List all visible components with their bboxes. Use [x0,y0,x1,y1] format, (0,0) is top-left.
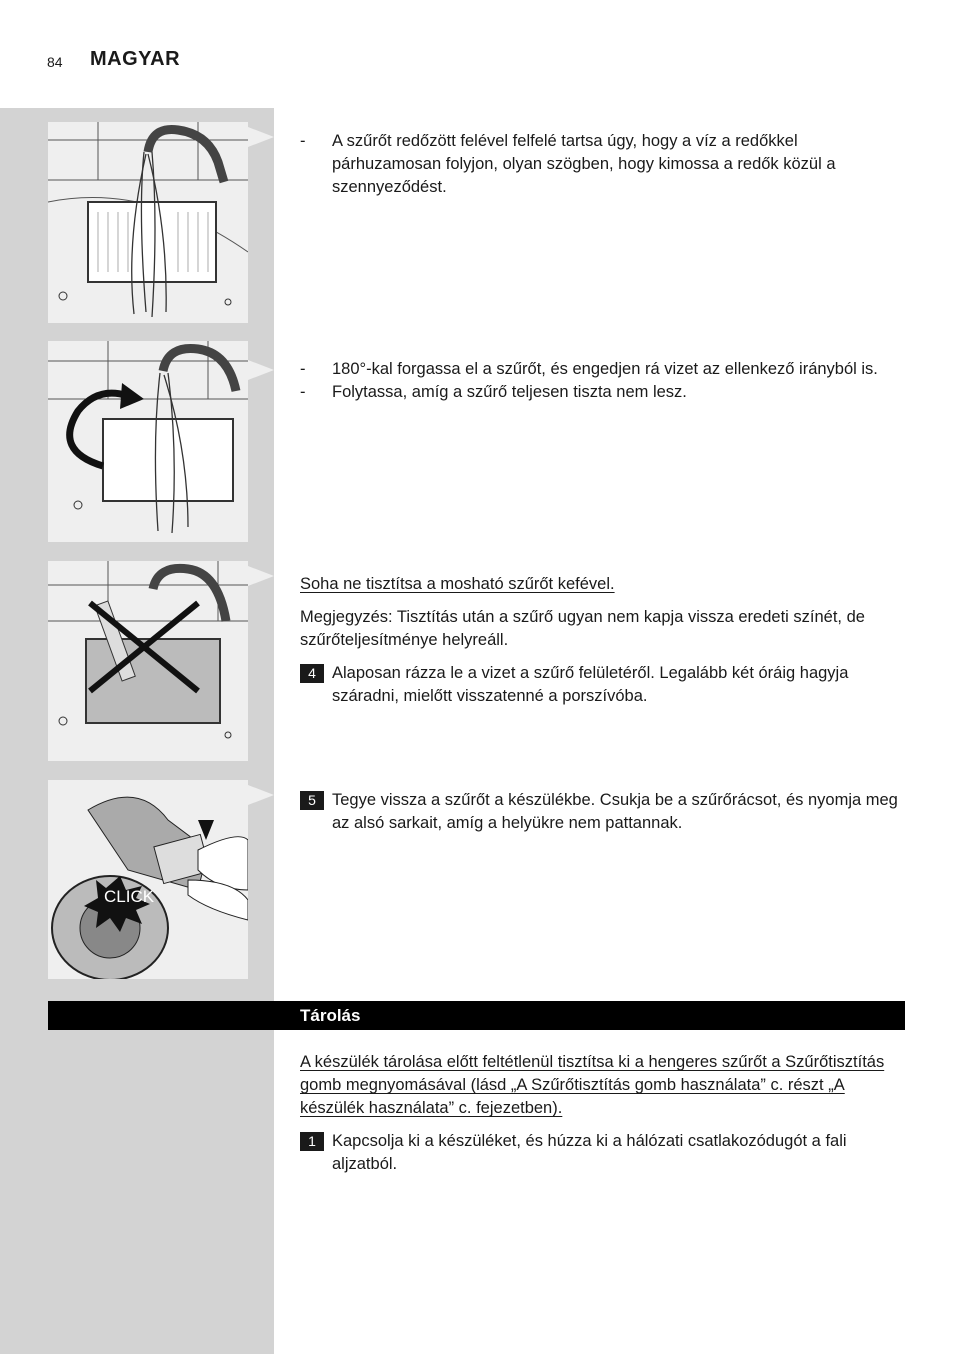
bullet-text: A szűrőt redőzött felével felfelé tartsa úgy, hogy a víz a redőkkel párhuzamosan folyjon, olyan szögben, hogy kimossa a redők közül a szennyeződést. [332,132,836,196]
figure-rotate-filter [48,341,248,542]
page-language: MAGYAR [90,48,181,70]
bullet-item [300,358,906,381]
figure-no-brush [48,561,248,761]
section-header-bar [48,1001,905,1030]
bullet-dash: - [300,132,306,150]
bullet-dash: - [300,383,306,401]
page-number: 84 [47,54,63,70]
pointer-arrow [248,360,274,380]
step-item [300,1130,906,1176]
instruction-block-1 [300,130,906,199]
no-brush-icon [48,561,248,761]
bullet-text: Folytassa, amíg a szűrő teljesen tiszta nem lesz. [332,383,687,401]
warning-text: A készülék tárolása előtt feltétlenül tisztítsa ki a hengeres szűrőt a Szűrőtisztítás gomb megnyomásával (lásd „A Szűrőtisztítás gomb használata” c. részt „A készülék használata” c. fejezetben). [300,1053,885,1117]
instruction-block-3 [300,573,906,718]
bullet-text: 180°-kal forgassa el a szűrőt, és engedjen rá vizet az ellenkező irányból is. [332,360,878,378]
step-number: 4 [300,664,324,683]
filter-insert-click-icon [48,780,248,979]
instruction-block-5 [300,1051,906,1186]
instruction-block-4 [300,789,906,845]
click-label: CLICK [104,887,155,906]
warning-text: Soha ne tisztítsa a mosható szűrőt kefével. [300,575,615,593]
step-item [300,662,906,708]
rotate-filter-rinse-icon [48,341,248,542]
step-text: Tegye vissza a szűrőt a készülékbe. Csukja be a szűrőrácsot, és nyomja meg az alsó sarkait, amíg a helyükre nem pattannak. [332,791,898,832]
faucet-rinsing-filter-icon [48,122,248,323]
step-number: 1 [300,1132,324,1151]
step-text: Kapcsolja ki a készüléket, és húzza ki a hálózati csatlakozódugót a fali aljzatból. [332,1132,847,1173]
step-text: Alaposan rázza le a vizet a szűrő felületéről. Legalább két óráig hagyja száradni, mielőtt visszatenné a porszívóba. [332,664,849,705]
pointer-arrow [248,127,274,147]
bullet-item [300,381,906,404]
pointer-arrow [248,785,274,805]
note-text: Megjegyzés: Tisztítás után a szűrő ugyan nem kapja vissza eredeti színét, de szűrőteljesítménye helyreáll. [300,608,865,649]
section-title: Tárolás [300,1006,361,1025]
step-item [300,789,906,835]
instruction-block-2 [300,358,906,404]
pointer-arrow [248,566,274,586]
bullet-item [300,130,906,199]
figure-rinse-filter [48,122,248,323]
step-number: 5 [300,791,324,810]
bullet-dash: - [300,360,306,378]
figure-insert-filter [48,780,248,979]
